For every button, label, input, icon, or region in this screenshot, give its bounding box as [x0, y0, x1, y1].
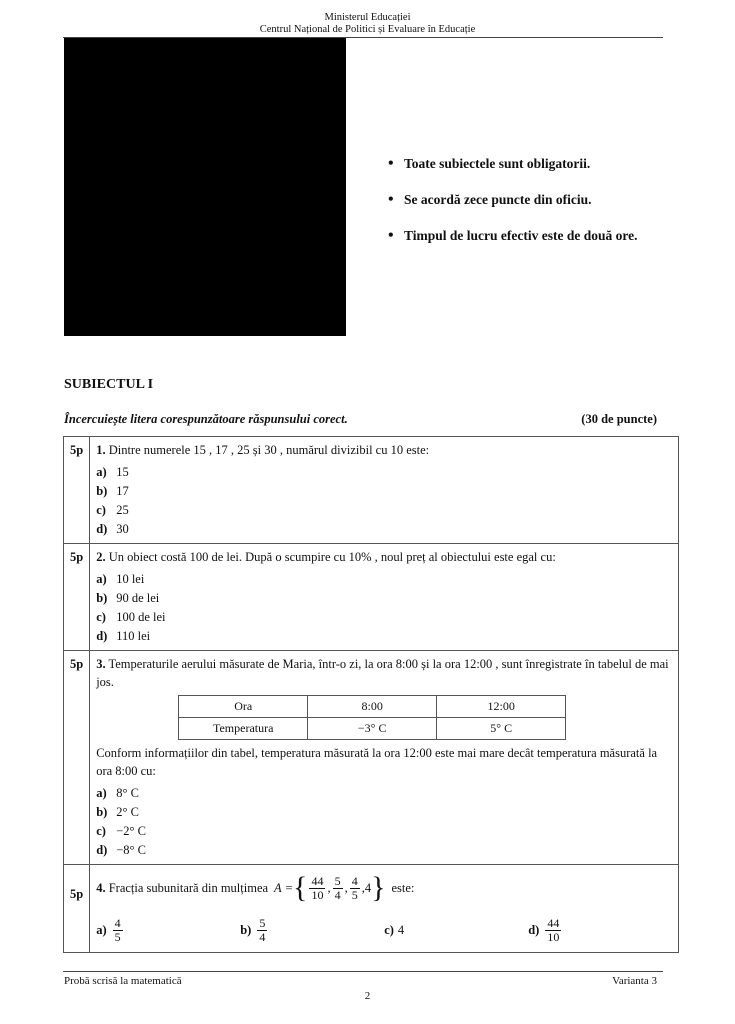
question-text: 1. Dintre numerele 15 , 17 , 25 și 30 , numărul divizibil cu 10 este:	[96, 443, 430, 457]
question-body	[90, 544, 679, 651]
question-text: 4. Fracția subunitară din mulțimea A = { $\frac{44}{10}$ , $\frac{5}{4}$ , $\frac{4}{5}$ , 4 } este:	[96, 871, 415, 904]
question-text-continued: Conform informațiilor din tabel, temperatura măsurată la ora 12:00 este mai mare decât temperatura măsurată la ora 8:00 cu:	[96, 746, 658, 778]
rule-item: • Timpul de lucru efectiv este de două ore.	[388, 222, 637, 258]
question-text: 3. Temperaturile aerului măsurate de Maria, într-o zi, la ora 8:00 și la ora 12:00 , sunt înregistrate în tabelul de mai jos.	[96, 657, 669, 689]
footer-divider	[63, 971, 663, 972]
answer-option[interactable]: a) 10 lei	[96, 572, 145, 586]
rule-item: • Toate subiectele sunt obligatorii.	[388, 150, 637, 186]
answer-option[interactable]: d) −8° C	[96, 843, 146, 857]
question-text: 2. Un obiect costă 100 de lei. După o scumpire cu 10% , noul preț al obiectului este egal cu:	[96, 550, 556, 564]
table-cell: 5° C	[437, 718, 566, 740]
question-body	[90, 651, 679, 865]
question-row-4	[64, 865, 679, 953]
answer-option[interactable]: b) 17	[96, 484, 129, 498]
table-cell: −3° C	[308, 718, 437, 740]
question-points: 5p	[64, 544, 90, 651]
question-points: 5p	[64, 651, 90, 865]
temperature-table	[178, 695, 566, 740]
answer-option[interactable]: c) 100 de lei	[96, 610, 166, 624]
answer-option[interactable]: a) 15	[96, 465, 129, 479]
question-row-2	[64, 544, 679, 651]
answer-option[interactable]: d) $\frac{44}{10}$	[528, 916, 560, 944]
section-points: (30 de puncte)	[581, 412, 657, 426]
footer-variant: Varianta 3	[612, 975, 657, 987]
answer-option[interactable]: c) 4	[384, 923, 405, 937]
answer-option[interactable]: d) 30	[96, 522, 129, 536]
set-expression: A = { $\frac{44}{10}$ , $\frac{5}{4}$ , $\frac{4}{5}$ , 4 }	[274, 871, 386, 904]
answer-option[interactable]: a) 8° C	[96, 786, 139, 800]
answer-option[interactable]: b) 2° C	[96, 805, 139, 819]
section-title: SUBIECTUL I	[64, 377, 154, 392]
answer-option[interactable]: a) $\frac{4}{5}$	[96, 916, 121, 944]
answer-option[interactable]: b) 90 de lei	[96, 591, 160, 605]
question-row-3	[64, 651, 679, 865]
rule-item: • Se acordă zece puncte din oficiu.	[388, 186, 637, 222]
question-body	[90, 437, 679, 544]
header-center: Centrul Național de Politici și Evaluare în Educație	[259, 24, 476, 35]
answer-option[interactable]: c) 25	[96, 503, 129, 517]
answer-option[interactable]: c) −2° C	[96, 824, 146, 838]
answer-option[interactable]: b) $\frac{5}{4}$	[240, 916, 266, 944]
question-points: 5p	[64, 437, 90, 544]
table-cell: 12:00	[437, 696, 566, 718]
answer-option[interactable]: d) 110 lei	[96, 629, 151, 643]
redacted-block	[64, 38, 346, 336]
header-ministry: Ministerul Educației	[324, 12, 411, 23]
question-row-1	[64, 437, 679, 544]
table-cell: 8:00	[308, 696, 437, 718]
rules-list	[388, 150, 637, 258]
question-body	[90, 865, 679, 953]
table-cell: Temperatura	[179, 718, 308, 740]
question-points: 5p	[64, 865, 90, 953]
table-cell: Ora	[179, 696, 308, 718]
questions-table	[63, 436, 679, 953]
page-number: 2	[364, 990, 371, 1002]
footer-exam-name: Probă scrisă la matematică	[64, 975, 182, 987]
section-instruction: Încercuiește litera corespunzătoare răspunsului corect.	[64, 412, 348, 426]
